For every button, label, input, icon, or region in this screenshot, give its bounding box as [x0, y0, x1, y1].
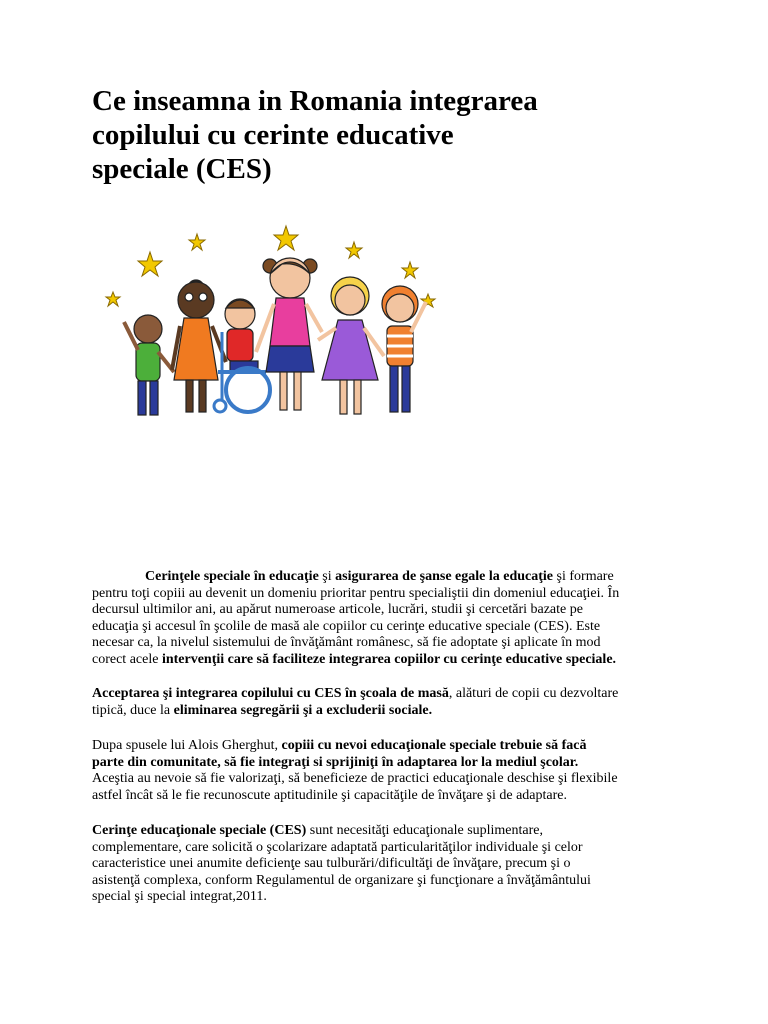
text-run: educaţia şi accesul în şcolile de masă ale copiilor cu cerinţe educative speciale (CES). Este — [92, 618, 601, 634]
text-run: complementare, care solicită o şcolarizare adaptată particularităţilor individuale şi celor — [92, 839, 583, 855]
bold-text-run: asigurarea de şanse egale la educaţie — [335, 569, 554, 584]
child-pink-dress — [256, 258, 322, 410]
text-line — [92, 823, 692, 840]
text-line — [92, 602, 692, 619]
text-run: şi formare — [553, 569, 614, 584]
text-run: şi — [318, 569, 336, 584]
paragraph-ces-definition — [92, 823, 692, 906]
text-run: , alături de copii cu dezvoltare — [448, 686, 619, 701]
text-run: decursul ultimilor ani, au apărut numeroase articole, lucrări, studii şi cercetări bazate pe — [92, 602, 583, 618]
text-line — [92, 635, 692, 652]
text-run: tipică, duce la — [92, 702, 174, 718]
text-run: necesar ca, la nivelul sistemului de învăţământ românesc, să fie adoptate şi aplicate în mod — [92, 635, 601, 651]
child-in-wheelchair — [214, 299, 270, 412]
text-line — [92, 703, 692, 720]
text-run: asistenţă complexa, conform Regulamentul de organizare şi funcţionare a învăţământului — [92, 872, 591, 888]
text-line — [92, 652, 692, 669]
text-line — [92, 840, 692, 857]
text-line — [92, 771, 692, 788]
text-line — [92, 738, 692, 755]
text-line — [92, 619, 692, 636]
text-line — [92, 569, 692, 586]
paragraph-acceptance — [92, 686, 692, 719]
star-icon — [346, 242, 362, 258]
star-icon — [138, 252, 162, 276]
title-line: speciale (CES) — [92, 153, 272, 185]
text-run: Aceştia au nevoie să fie valorizaţi, să beneficieze de practici educaţionale deschise şi flexibile — [92, 771, 618, 787]
text-run: caracteristice unei anumite deficienţe sau tulburări/dificultăţi de învăţare, precum şi o — [92, 856, 571, 872]
bold-text-run: copiii cu nevoi educaţionale speciale trebuie să facă — [281, 738, 587, 753]
star-icon — [106, 292, 120, 306]
bold-text-run: eliminarea segregării şi a excluderii sociale. — [173, 702, 433, 718]
text-run: Dupa spusele lui Alois Gherghut, — [92, 738, 282, 753]
paragraph-gherghut-quote — [92, 738, 692, 804]
bold-text-run: Cerinţele speciale în educaţie — [145, 569, 319, 584]
child-orange-dress — [172, 280, 226, 412]
text-run: corect acele — [92, 651, 162, 667]
children-holding-hands-illustration — [100, 222, 440, 432]
bold-text-run: Cerinţe educaţionale speciale (CES) — [92, 823, 307, 838]
text-run: special şi special integrat,2011. — [92, 889, 267, 905]
child-purple-dress — [318, 277, 384, 414]
paragraph-intro — [92, 569, 692, 669]
text-line — [92, 889, 692, 906]
bold-text-run: Acceptarea şi integrarea copilului cu CES în şcoala de masă — [92, 686, 449, 701]
star-icon — [189, 234, 205, 250]
page-title — [92, 84, 612, 186]
child-striped-shirt — [382, 286, 426, 412]
text-run: sunt necesităţi educaţionale suplimentare, — [306, 823, 543, 838]
text-run: pentru toţi copiii au devenit un domeniu prioritar pentru specialiştii din domeniul educaţiei. În — [92, 585, 620, 601]
text-line — [92, 586, 692, 603]
star-icon — [402, 262, 418, 278]
title-line: Ce inseamna in Romania integrarea — [92, 85, 538, 117]
text-line — [92, 873, 692, 890]
text-line — [92, 788, 692, 805]
bold-text-run: parte din comunitate, să fie integraţi si sprijiniţi în adaptarea lor la mediul şcolar. — [92, 754, 579, 770]
star-icon — [274, 226, 298, 250]
title-line: copilului cu cerinte educative — [92, 119, 454, 151]
bold-text-run: intervenţii care să faciliteze integrarea copiilor cu cerinţe educative speciale. — [161, 651, 617, 667]
child-green-shirt — [124, 315, 174, 415]
text-line — [92, 686, 692, 703]
text-run: astfel încât să le fie recunoscute aptitudinile şi capacităţile de învăţare şi de adaptare. — [92, 787, 568, 803]
children-holding-hands-icon — [100, 222, 440, 432]
text-line — [92, 856, 692, 873]
text-line — [92, 755, 692, 772]
